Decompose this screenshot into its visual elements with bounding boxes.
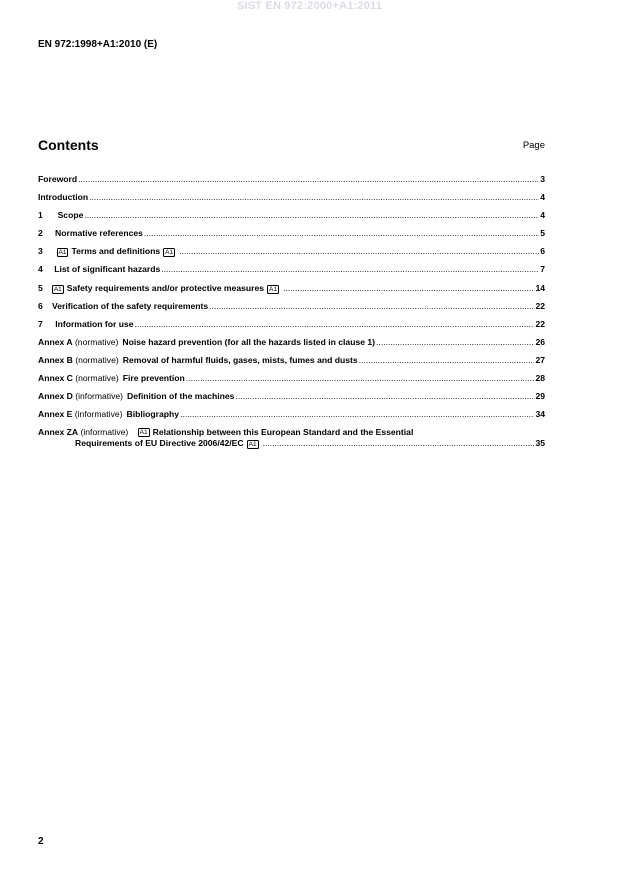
dot-leader (78, 174, 539, 185)
toc-entry-foreword[interactable] (38, 174, 545, 192)
annex-label: Annex A (38, 336, 73, 347)
toc-entry-clause-7[interactable] (38, 319, 545, 337)
toc-entry-clause-1[interactable] (38, 210, 545, 228)
dot-leader (186, 373, 535, 384)
toc-title: Introduction (38, 192, 89, 203)
amendment-start-marker-icon: A1 (58, 249, 67, 257)
toc-entry-clause-4[interactable] (38, 264, 545, 282)
toc-entry-annex-e[interactable] (38, 409, 545, 427)
dot-leader (283, 283, 534, 294)
clause-number: 5 (38, 282, 43, 293)
toc-title: Scope (57, 210, 84, 221)
toc-entry-annex-d[interactable] (38, 391, 545, 409)
amendment-end-marker-icon: A1 (269, 285, 277, 293)
toc-page: 26 (535, 336, 545, 347)
dot-leader (376, 337, 534, 348)
contents-heading: Contents (38, 137, 99, 153)
toc-page: 3 (540, 174, 545, 184)
annex-type: (informative) (75, 391, 124, 402)
toc-page: 22 (535, 318, 545, 329)
toc-title: Foreword (38, 174, 78, 184)
toc-page: 22 (535, 300, 545, 311)
toc-page: 28 (535, 373, 545, 384)
dot-leader (161, 264, 539, 275)
toc-title: Verification of the safety requirements (52, 300, 209, 311)
toc-title: Information for use (55, 318, 134, 329)
toc-title: Terms and definitions (71, 246, 161, 257)
toc-entry-clause-2[interactable] (38, 228, 545, 246)
dot-leader (263, 438, 535, 449)
amendment-end-marker-icon: A1 (165, 249, 174, 257)
clause-number: 1 (38, 210, 43, 221)
amendment-start-marker-icon: A1 (53, 285, 62, 293)
toc-page: 4 (540, 210, 545, 221)
toc-title: Bibliography (126, 409, 180, 420)
toc-title-line-1: Relationship between this European Standard and the Essential (152, 427, 414, 438)
annex-label: Annex B (38, 354, 73, 365)
dot-leader (179, 246, 539, 257)
annex-type: (informative) (80, 427, 129, 438)
annex-label: Annex D (38, 391, 73, 402)
clause-number: 2 (38, 228, 43, 239)
dot-leader (135, 319, 535, 330)
dot-leader (180, 409, 534, 420)
clause-number: 4 (38, 264, 43, 275)
clause-number: 3 (38, 246, 43, 257)
toc-title: Fire prevention (122, 373, 185, 384)
dot-leader (209, 301, 534, 312)
toc-title: Safety requirements and/or protective measures (66, 282, 265, 293)
annex-type: (normative) (75, 373, 119, 384)
dot-leader (84, 210, 539, 221)
annex-type: (normative) (74, 336, 119, 347)
dot-leader (144, 228, 539, 239)
toc-entry-clause-6[interactable] (38, 301, 545, 319)
toc-entry-clause-3[interactable] (38, 246, 545, 264)
dot-leader (235, 391, 534, 402)
document-id: EN 972:1998+A1:2010 (E) (38, 39, 158, 50)
amendment-end-marker-icon: A1 (248, 441, 257, 449)
toc-page: 6 (540, 246, 545, 257)
annex-type: (normative) (75, 354, 119, 365)
clause-number: 6 (38, 300, 43, 311)
toc-page: 35 (535, 438, 545, 449)
annex-type: (informative) (74, 409, 123, 420)
toc-entry-annex-za[interactable] (38, 427, 545, 449)
toc-entry-annex-b[interactable] (38, 355, 545, 373)
toc-entry-clause-5[interactable] (38, 283, 545, 301)
toc-title: Removal of harmful fluids, gases, mists, fumes and dusts (122, 354, 358, 365)
toc-page: 7 (540, 264, 545, 275)
dot-leader (359, 355, 535, 366)
toc-title: Normative references (55, 228, 143, 239)
toc-title-line-2: Requirements of EU Directive 2006/42/EC (75, 438, 244, 449)
toc-page: 14 (535, 282, 545, 293)
page-number: 2 (38, 836, 44, 847)
toc-title: Definition of the machines (127, 391, 235, 402)
annex-label: Annex E (38, 409, 73, 420)
clause-number: 7 (38, 318, 43, 329)
watermark: SIST EN 972:2000+A1:2011 (236, 0, 383, 12)
toc-page: 5 (540, 228, 545, 239)
toc-entry-annex-a[interactable] (38, 337, 545, 355)
table-of-contents (38, 174, 545, 449)
annex-label: Annex ZA (38, 427, 79, 438)
toc-page: 29 (535, 391, 545, 402)
dot-leader (89, 192, 539, 203)
toc-page: 4 (540, 192, 545, 203)
toc-page: 34 (535, 409, 545, 420)
annex-label: Annex C (38, 373, 73, 384)
page-column-label: Page (522, 140, 545, 151)
amendment-start-marker-icon: A1 (139, 429, 148, 437)
toc-entry-introduction[interactable] (38, 192, 545, 210)
toc-page: 27 (535, 354, 545, 365)
toc-title: Noise hazard prevention (for all the hazards listed in clause 1) (122, 336, 376, 347)
toc-entry-annex-c[interactable] (38, 373, 545, 391)
toc-title: List of significant hazards (54, 264, 161, 275)
